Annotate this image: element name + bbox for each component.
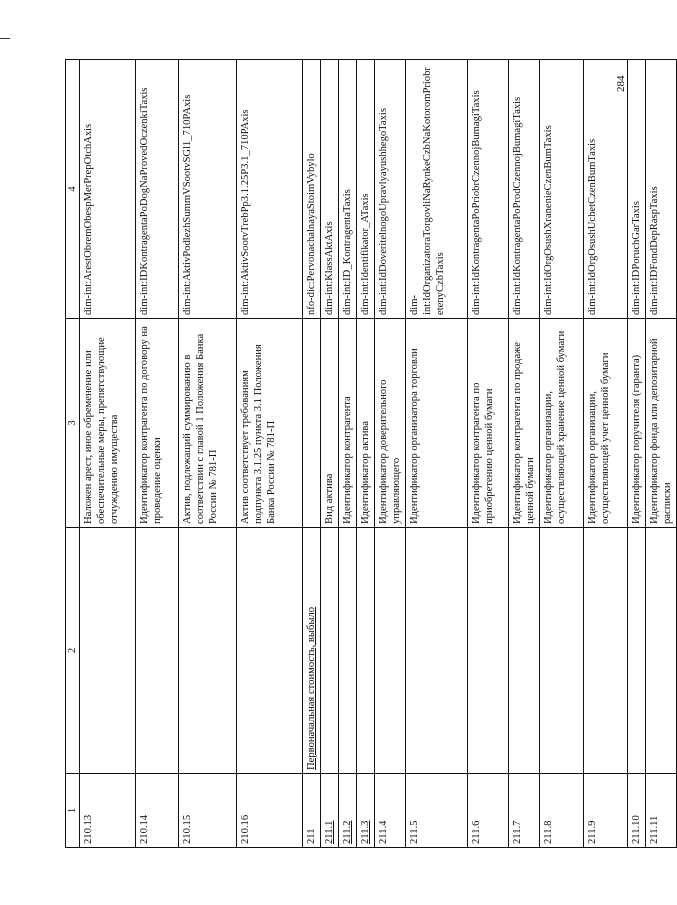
row-group: [509, 528, 540, 774]
row-number: 211.5: [406, 774, 468, 848]
row-number: 211.9: [584, 774, 628, 848]
row-description: Идентификатор доверительного управляющего: [375, 319, 406, 528]
table-row: [628, 60, 646, 848]
row-number: 211.1: [321, 774, 339, 848]
row-code: dim-int:IdOrganizatoraTorgovliNaRynkeCzbNaKotoromPriobretenyCzbTaxis: [406, 60, 468, 319]
row-group: [375, 528, 406, 774]
header-cell: 1: [66, 774, 80, 848]
row-group: [321, 528, 339, 774]
row-code: dim-int:AktivPodlezhSummVSootvSGl1_710PAxis: [179, 60, 237, 319]
row-description: Наложен арест, иное обременение или обеспечительные меры, препятствующие отчуждению имущества: [80, 319, 136, 528]
row-group: [540, 528, 584, 774]
header-cell: 3: [66, 319, 80, 528]
row-code: dim-int:IdKontragentaPoPriobrCzennojBumagiTaxis: [468, 60, 509, 319]
row-group: [179, 528, 237, 774]
row-description: Актив, подлежащий суммированию в соответствии с главой 1 Положения Банка России № 781-П: [179, 319, 237, 528]
row-number: 211.10: [628, 774, 646, 848]
table-row: [540, 60, 584, 848]
table-row: [303, 60, 321, 848]
row-code: dim-int:IdKontragentaPoProdCzennojBumagiTaxis: [509, 60, 540, 319]
row-description: Идентификатор организатора торговли: [406, 319, 468, 528]
row-number: 211.8: [540, 774, 584, 848]
row-group: [468, 528, 509, 774]
row-group: Первоначальная стоимость, выбыло: [303, 528, 321, 774]
scan-edge-line: [0, 38, 10, 39]
row-number: 211.6: [468, 774, 509, 848]
table-row: [237, 60, 303, 848]
row-group: [80, 528, 136, 774]
table-row: [375, 60, 406, 848]
row-group: [406, 528, 468, 774]
row-code: dim-int:KlassAktAxis: [321, 60, 339, 319]
row-number: 210.16: [237, 774, 303, 848]
row-number: 211.4: [375, 774, 406, 848]
row-group: [339, 528, 357, 774]
table-row: [339, 60, 357, 848]
row-code: nfo-dic:PervonachalnayaStoimVybylo: [303, 60, 321, 319]
row-number: 210.13: [80, 774, 136, 848]
row-group: [357, 528, 375, 774]
row-code: dim-int:IDPoruchGarTaxis: [628, 60, 646, 319]
table-row: [179, 60, 237, 848]
table-row: [80, 60, 136, 848]
row-code: dim-int:IDKontragentaPoDogNaProvedOczenkiTaxis: [136, 60, 179, 319]
row-number: 211: [303, 774, 321, 848]
data-table: [65, 59, 677, 848]
row-number: 210.14: [136, 774, 179, 848]
row-code: dim-int:Identifikator_ATaxis: [357, 60, 375, 319]
row-description: Идентификатор контрагента по приобретению ценной бумаги: [468, 319, 509, 528]
row-description: [303, 319, 321, 528]
row-code: dim-int:IDFondDepRaspTaxis: [646, 60, 677, 319]
row-group: [628, 528, 646, 774]
row-group: [584, 528, 628, 774]
row-description: Идентификатор контрагента по продаже ценной бумаги: [509, 319, 540, 528]
row-group: [136, 528, 179, 774]
table-row: [509, 60, 540, 848]
table-row: [646, 60, 677, 848]
row-code: dim-int:ArestObremObespMerPrepOtchAxis: [80, 60, 136, 319]
row-code: dim-int:AktivSootvTrebPp3.1.25P3.1_710PAxis: [237, 60, 303, 319]
row-group: [237, 528, 303, 774]
table-row: [357, 60, 375, 848]
table-row: [136, 60, 179, 848]
table-row: [584, 60, 628, 848]
row-code: dim-int:IdOrgOsushUchetCzenBumTaxis: [584, 60, 628, 319]
row-number: 211.11: [646, 774, 677, 848]
row-code: dim-int:IdOrgOsushXranenieCzenBumTaxis: [540, 60, 584, 319]
row-description: Идентификатор актива: [357, 319, 375, 528]
row-number: 210.15: [179, 774, 237, 848]
header-cell: 4: [66, 60, 80, 319]
row-group: [646, 528, 677, 774]
row-description: Актив соответствует требованиям подпункта 3.1.25 пункта 3.1 Положения Банка России № 781-П: [237, 319, 303, 528]
row-description: Идентификатор организации, осуществляющей учет ценной бумаги: [584, 319, 628, 528]
table-row: [406, 60, 468, 848]
row-description: Идентификатор контрагента по договору на проведение оценки: [136, 319, 179, 528]
row-number: 211.3: [357, 774, 375, 848]
row-number: 211.2: [339, 774, 357, 848]
table-row: [468, 60, 509, 848]
header-cell: 2: [66, 528, 80, 774]
row-number: 211.7: [509, 774, 540, 848]
table-row: [321, 60, 339, 848]
row-description: Идентификатор организации, осуществляющей хранение ценной бумаги: [540, 319, 584, 528]
row-code: dim-int:IdDoveritelnogoUpravlyayushhegoTaxis: [375, 60, 406, 319]
header-row: [66, 60, 80, 848]
page-number: 284: [615, 75, 627, 92]
row-description: Идентификатор фонда или депозитарной расписки: [646, 319, 677, 528]
row-description: Идентификатор поручителя (гаранта): [628, 319, 646, 528]
row-description: Вид актива: [321, 319, 339, 528]
row-description: Идентификатор контрагента: [339, 319, 357, 528]
row-code: dim-int:ID_KontragentaTaxis: [339, 60, 357, 319]
